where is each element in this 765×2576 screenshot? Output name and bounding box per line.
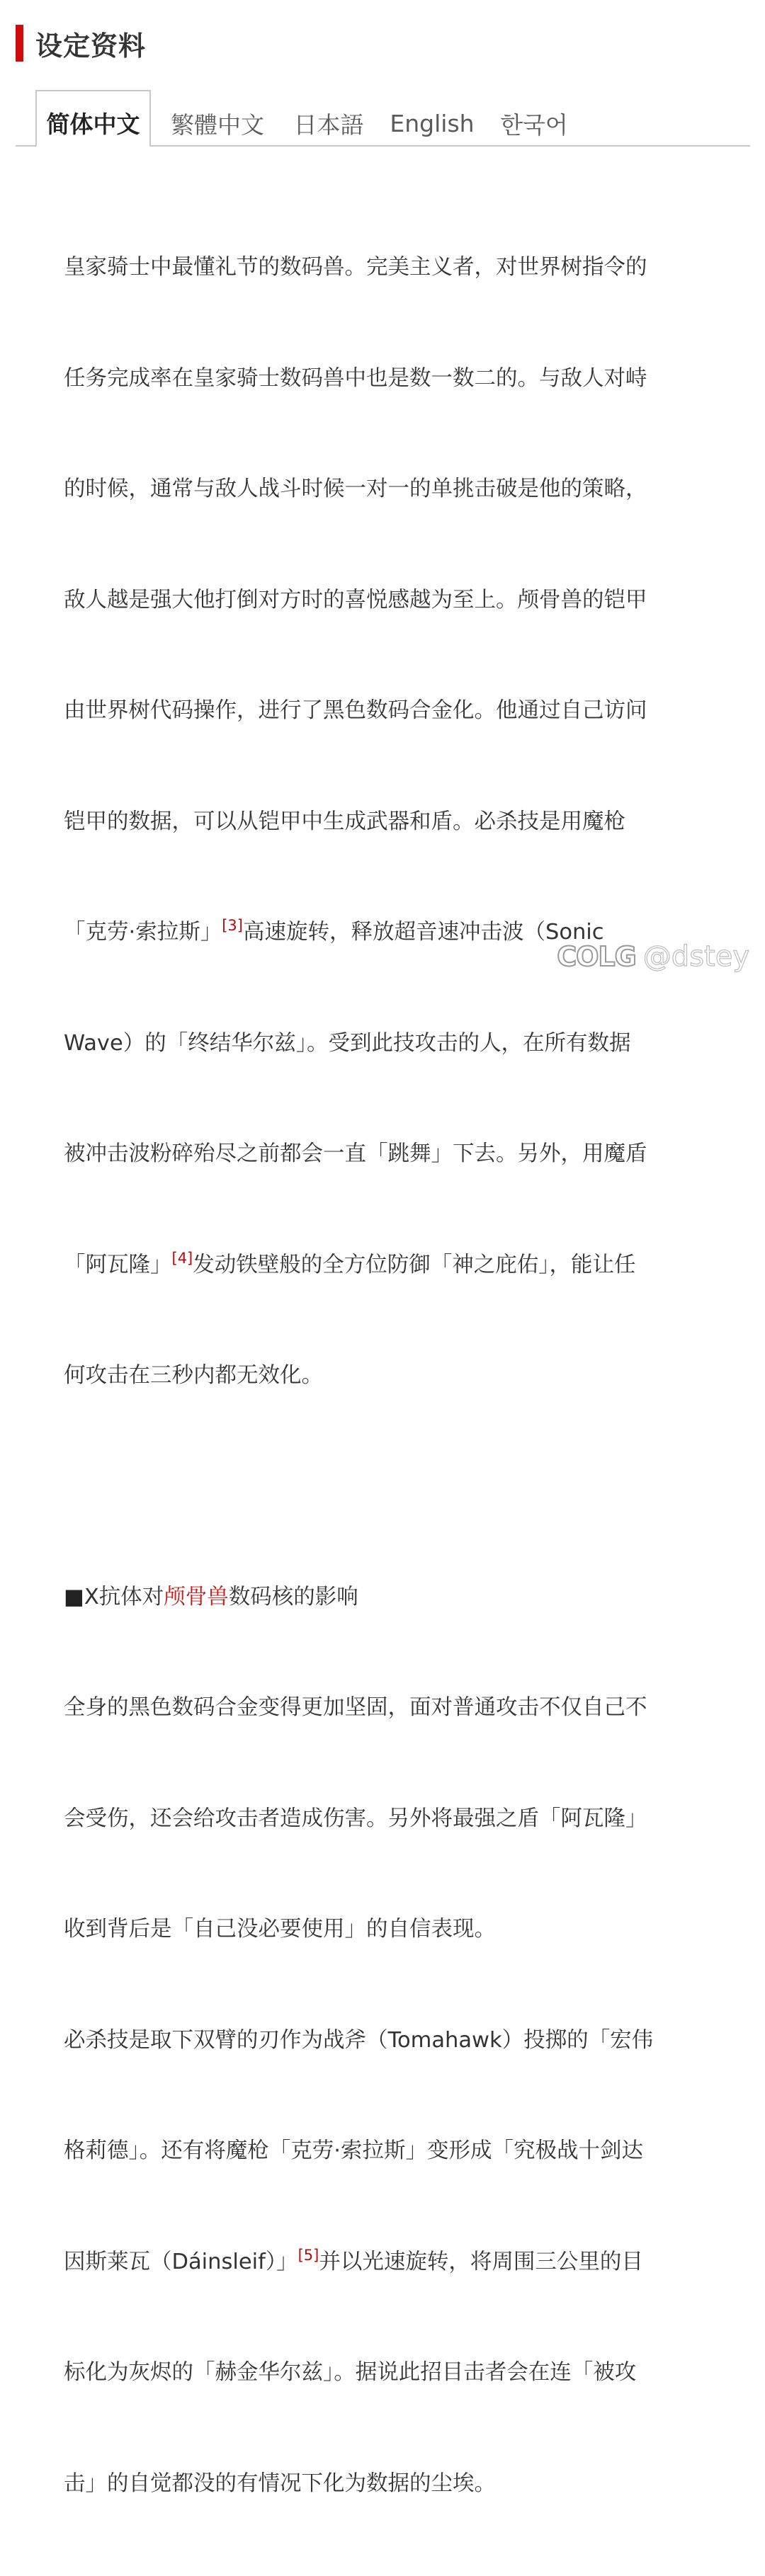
text-line: 敌人越是强大他打倒对方时的喜悦感越为至上。颅骨兽的铠甲 [64, 582, 701, 620]
square-bullet-icon: ■ [64, 1585, 84, 1609]
watermark [557, 940, 749, 973]
text-segment: 并以光速旋转，将周围三公里的目 [319, 2250, 643, 2274]
text-line: 由世界树代码操作，进行了黑色数码合金化。他通过自己访问 [64, 693, 701, 730]
footnote-ref-4[interactable]: [4] [172, 1250, 193, 1267]
watermark-handle: @dstey [643, 940, 749, 973]
text-segment: 「克劳·索拉斯」 [64, 920, 222, 945]
text-line: Wave）的「终结华尔兹」。受到此技攻击的人，在所有数据 [64, 1025, 701, 1063]
tab-english[interactable] [390, 90, 475, 147]
text-line: 的时候，通常与敌人战斗时候一对一的单挑击破是他的策略， [64, 471, 701, 508]
text-line: 何攻击在三秒内都无效化。 [64, 1357, 701, 1395]
digimon-name-link[interactable]: 颅骨兽 [164, 1585, 229, 1609]
text-line: 必杀技是取下双臂的刃作为战斧（Tomahawk）投掷的「宏伟 [64, 2022, 701, 2060]
footnote-ref-5[interactable]: [5] [298, 2247, 319, 2264]
text-line: 击」的自觉都没的有情况下化为数据的尘埃。 [64, 2466, 701, 2503]
section-header [16, 24, 146, 62]
text-line: 格莉德」。还有将魔枪「克劳·索拉斯」变形成「究极战十剑达 [64, 2133, 701, 2170]
tab-japanese[interactable] [290, 90, 367, 147]
paragraph-spacer [64, 1469, 701, 1505]
tab-simplified-chinese[interactable] [35, 90, 151, 147]
text-line: 标化为灰烬的「赫金华尔兹」。据说此招目击者会在连「被攻 [64, 2354, 701, 2392]
tab-label: 繁體中文 [171, 97, 264, 140]
language-tabs [16, 90, 750, 147]
tab-label: 日本語 [294, 97, 364, 140]
text-segment: 发动铁壁般的全方位防御「神之庇佑」，能让任 [193, 1253, 635, 1277]
text-segment: 数码核的影响 [229, 1585, 358, 1609]
footnote-ref-3[interactable]: [3] [222, 917, 243, 934]
tab-traditional-chinese[interactable] [166, 90, 269, 147]
text-line: 被冲击波粉碎殆尽之前都会一直「跳舞」下去。另外，用魔盾 [64, 1136, 701, 1173]
x-antibody-section [64, 1505, 701, 2576]
colg-logo-icon: COLG [557, 941, 636, 972]
description-paragraph [64, 176, 701, 1469]
section-title: 设定资料 [35, 24, 146, 63]
text-line [64, 2244, 701, 2281]
text-segment: 高速旋转，释放超音速冲击波（Sonic [243, 920, 604, 945]
text-line: 皇家骑士中最懂礼节的数码兽。完美主义者，对世界树指令的 [64, 249, 701, 287]
text-line: 收到背后是「自己没必要使用」的自信表现。 [64, 1911, 701, 1949]
section-accent-bar [16, 25, 23, 62]
text-line: 铠甲的数据，可以从铠甲中生成武器和盾。必杀技是用魔枪 [64, 804, 701, 841]
text-segment: X抗体对 [84, 1585, 164, 1609]
tab-label: English [390, 100, 474, 137]
profile-content [64, 176, 701, 2576]
section-heading [64, 1579, 701, 1617]
text-line: 任务完成率在皇家骑士数码兽中也是数一数二的。与敌人对峙 [64, 360, 701, 398]
text-line: 会受伤，还会给攻击者造成伤害。另外将最强之盾「阿瓦隆」 [64, 1801, 701, 1838]
tab-korean[interactable] [499, 90, 570, 147]
tab-label: 한국어 [500, 97, 568, 140]
tab-label: 简体中文 [47, 102, 140, 139]
text-line: 全身的黑色数码合金变得更加坚固，面对普通攻击不仅自己不 [64, 1689, 701, 1727]
text-segment: 因斯莱瓦（Dáinsleif）」 [64, 2250, 298, 2274]
text-segment: 「阿瓦隆」 [64, 1253, 172, 1277]
text-line [64, 1247, 701, 1284]
